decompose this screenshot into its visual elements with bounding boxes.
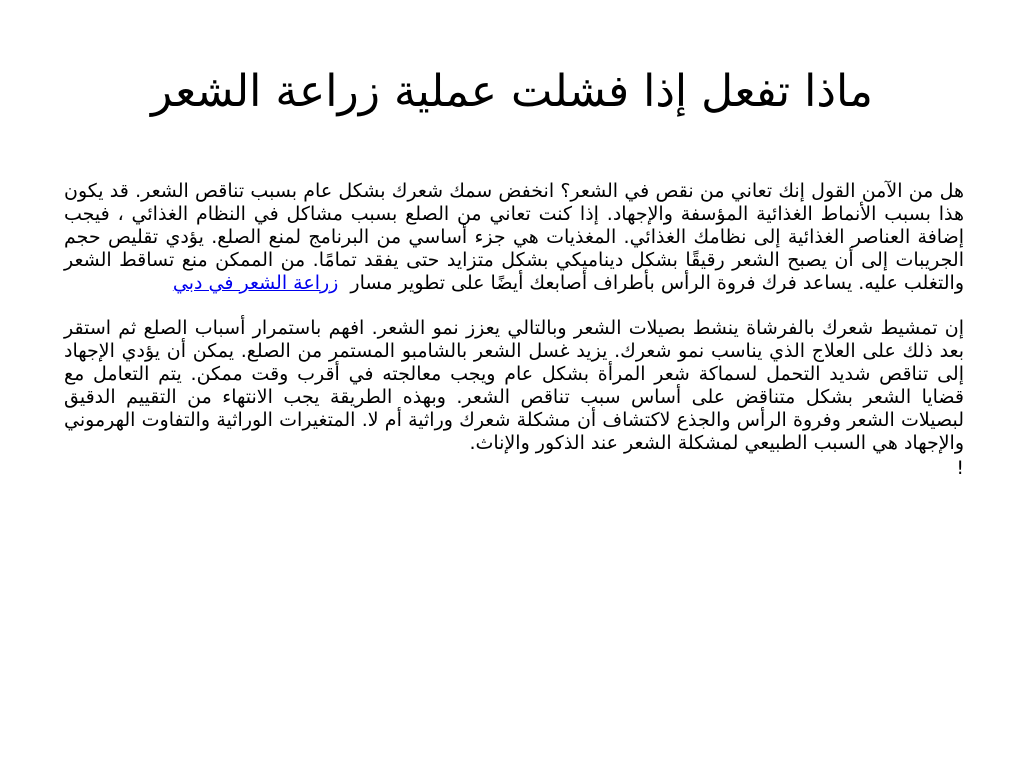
trailing-exclamation: !	[956, 457, 964, 479]
slide-title: ماذا تفعل إذا فشلت عملية زراعة الشعر	[151, 66, 873, 117]
hair-transplant-dubai-link[interactable]: زراعة الشعر في دبي	[172, 272, 339, 294]
paragraph-1	[64, 180, 964, 295]
slide-body	[64, 180, 964, 480]
paragraph-2: إن تمشيط شعرك بالفرشاة ينشط بصيلات الشعر وبالتالي يعزز نمو الشعر. افهم باستمرار أسباب الصلع ثم استقر بعد ذلك على العلاج الذي يناسب نمو شعرك. يزيد غسل الشعر بالشامبو المستمر من الصلع. يمكن أن يؤدي الإجهاد إلى تناقص شديد التحمل لسماكة شعر المرأة بشكل عام ويجب معالجته في أقرب وقت ممكن. يتم التعامل مع قضايا الشعر بشكل متناقض على أساس سبب تناقص الشعر. وبهذه الطريقة يجب الانتهاء من التقييم الدقيق لبصيلات الشعر وفروة الرأس والجذع لاكتشاف أن مشكلة شعرك وراثية أم لا. المتغيرات الوراثية والتفاوت الهرموني والإجهاد هي السبب الطبيعي لمشكلة الشعر عند الذكور والإناث.	[64, 317, 964, 454]
paragraph-1-text: هل من الآمن القول إنك تعاني من نقص في الشعر؟ انخفض سمك شعرك بشكل عام بسبب تناقص الشعر. قد يكون هذا بسبب الأنماط الغذائية المؤسفة والإجهاد. إذا كنت تعاني من الصلع بسبب مشاكل في النظام الغذائي ، فيجب إضافة العناصر الغذائية إلى نظامك الغذائي. المغذيات هي جزء أساسي من البرنامج لمنع الصلع. يؤدي تقليص حجم الجريبات إلى أن يصبح الشعر رقيقًا بشكل ديناميكي بشكل متزايد حتى يفقد تمامًا. من الممكن منع تساقط الشعر والتغلب عليه. يساعد فرك فروة الرأس بأطراف أصابعك أيضًا على تطوير مسار	[64, 180, 964, 294]
